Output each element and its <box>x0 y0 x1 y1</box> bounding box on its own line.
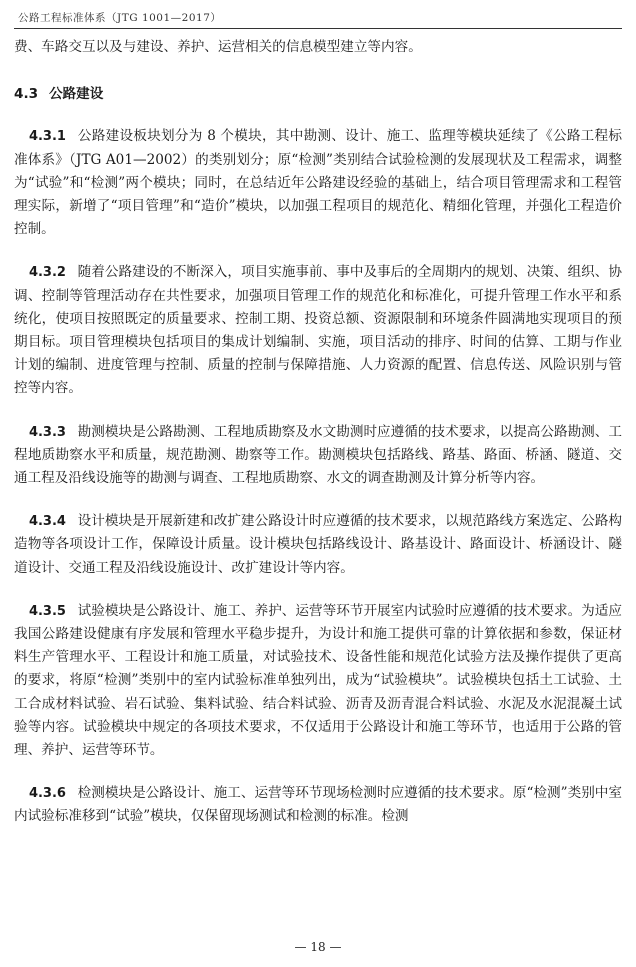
page-number: — 18 — <box>294 940 342 954</box>
continuation-paragraph: 费、车路交互以及与建设、养护、运营相关的信息模型建立等内容。 <box>14 39 422 55</box>
clause-text: 检测模块是公路设计、施工、运营等环节现场检测时应遵循的技术要求。原“检测”类别中室内试验标准移到“试验”模块，仅保留现场测试和检测的标准。检测 <box>14 785 622 825</box>
clause-number: 4.3.4 <box>28 514 66 530</box>
section-number: 4.3 <box>14 86 39 103</box>
section-heading <box>14 83 622 106</box>
clause-text: 设计模块是开展新建和改扩建公路设计时应遵循的技术要求，以规范路线方案选定、公路构造物等各项设计工作，保障设计质量。设计模块包括路线设计、路基设计、路面设计、桥涵设计、隧道设计、交通工程及沿线设施设计、改扩建设计等内容。 <box>14 513 622 576</box>
clause-text: 试验模块是公路设计、施工、养护、运营等环节开展室内试验时应遵循的技术要求。为适应我国公路建设健康有序发展和管理水平稳步提升，为设计和施工提供可靠的计算依据和参数，保证材料生产管理水平、工程设计和施工质量，对试验技术、设备性能和规范化试验方法及操作提供了更高的要求，将原“检测”类别中的室内试验标准单独列出，成为“试验模块”。试验模块包括土工试验、土工合成材料试验、岩石试验、集料试验、结合料试验、沥青及沥青混合料试验、水泥及水泥混凝土试验等内容。试验模块中规定的各项技术要求，不仅适用于公路设计和施工等环节，也适用于公路的管理、养护、运营等环节。 <box>14 602 622 759</box>
clause-number: 4.3.5 <box>28 603 66 619</box>
clause-number: 4.3.3 <box>28 424 66 440</box>
clause-4-3-1 <box>14 125 622 241</box>
clause-text: 勘测模块是公路勘测、工程地质勘察及水文勘测时应遵循的技术要求，以提高公路勘测、工程地质勘察水平和质量，规范勘测、勘察等工作。勘测模块包括路线、路基、路面、桥涵、隧道、交通工程及沿线设施等的勘测与调查、工程地质勘察、水文的调查勘测及计算分析等内容。 <box>14 423 622 487</box>
clause-4-3-2 <box>14 261 622 400</box>
clause-4-3-6 <box>14 782 622 828</box>
clause-4-3-3 <box>14 421 622 491</box>
clause-number: 4.3.1 <box>28 129 66 145</box>
clause-number: 4.3.6 <box>28 786 66 802</box>
page-body <box>14 36 622 829</box>
clause-text: 公路建设板块划分为 8 个模块，其中勘测、设计、施工、监理等模块延续了《公路工程标准体系》（JTG A01—2002）的类别划分；原“检测”类别结合试验检测的发展现状及工程需求，调整为“试验”和“检测”两个模块；同时，在总结近年公路建设经验的基础上，结合项目管理需求和工程管理实际，新增了“项目管理”和“造价”模块，以加强工程项目的规范化、精细化管理，并强化工程造价控制。 <box>14 128 622 238</box>
header-rule <box>14 28 622 29</box>
running-header: 公路工程标准体系（JTG 1001—2017） <box>18 12 222 24</box>
clause-4-3-5 <box>14 600 622 762</box>
clause-number: 4.3.2 <box>28 265 66 281</box>
clause-4-3-4 <box>14 510 622 580</box>
section-title: 公路建设 <box>48 86 104 103</box>
clause-text: 随着公路建设的不断深入，项目实施事前、事中及事后的全周期内的规划、决策、组织、协调、控制等管理活动存在共性要求，加强项目管理工作的规范化和标准化，可提升管理工作水平和系统化，使项目按照既定的质量要求、控制工期、投资总额、资源限制和环境条件圆满地实现项目的预期目标。项目管理模块包括项目的集成计划编制、实施，项目活动的排序、时间的估算、工期与作业计划的编制、进度管理与控制、质量的控制与保障措施、人力资源的配置、信息传送、风险识别与管控等内容。 <box>14 264 622 397</box>
